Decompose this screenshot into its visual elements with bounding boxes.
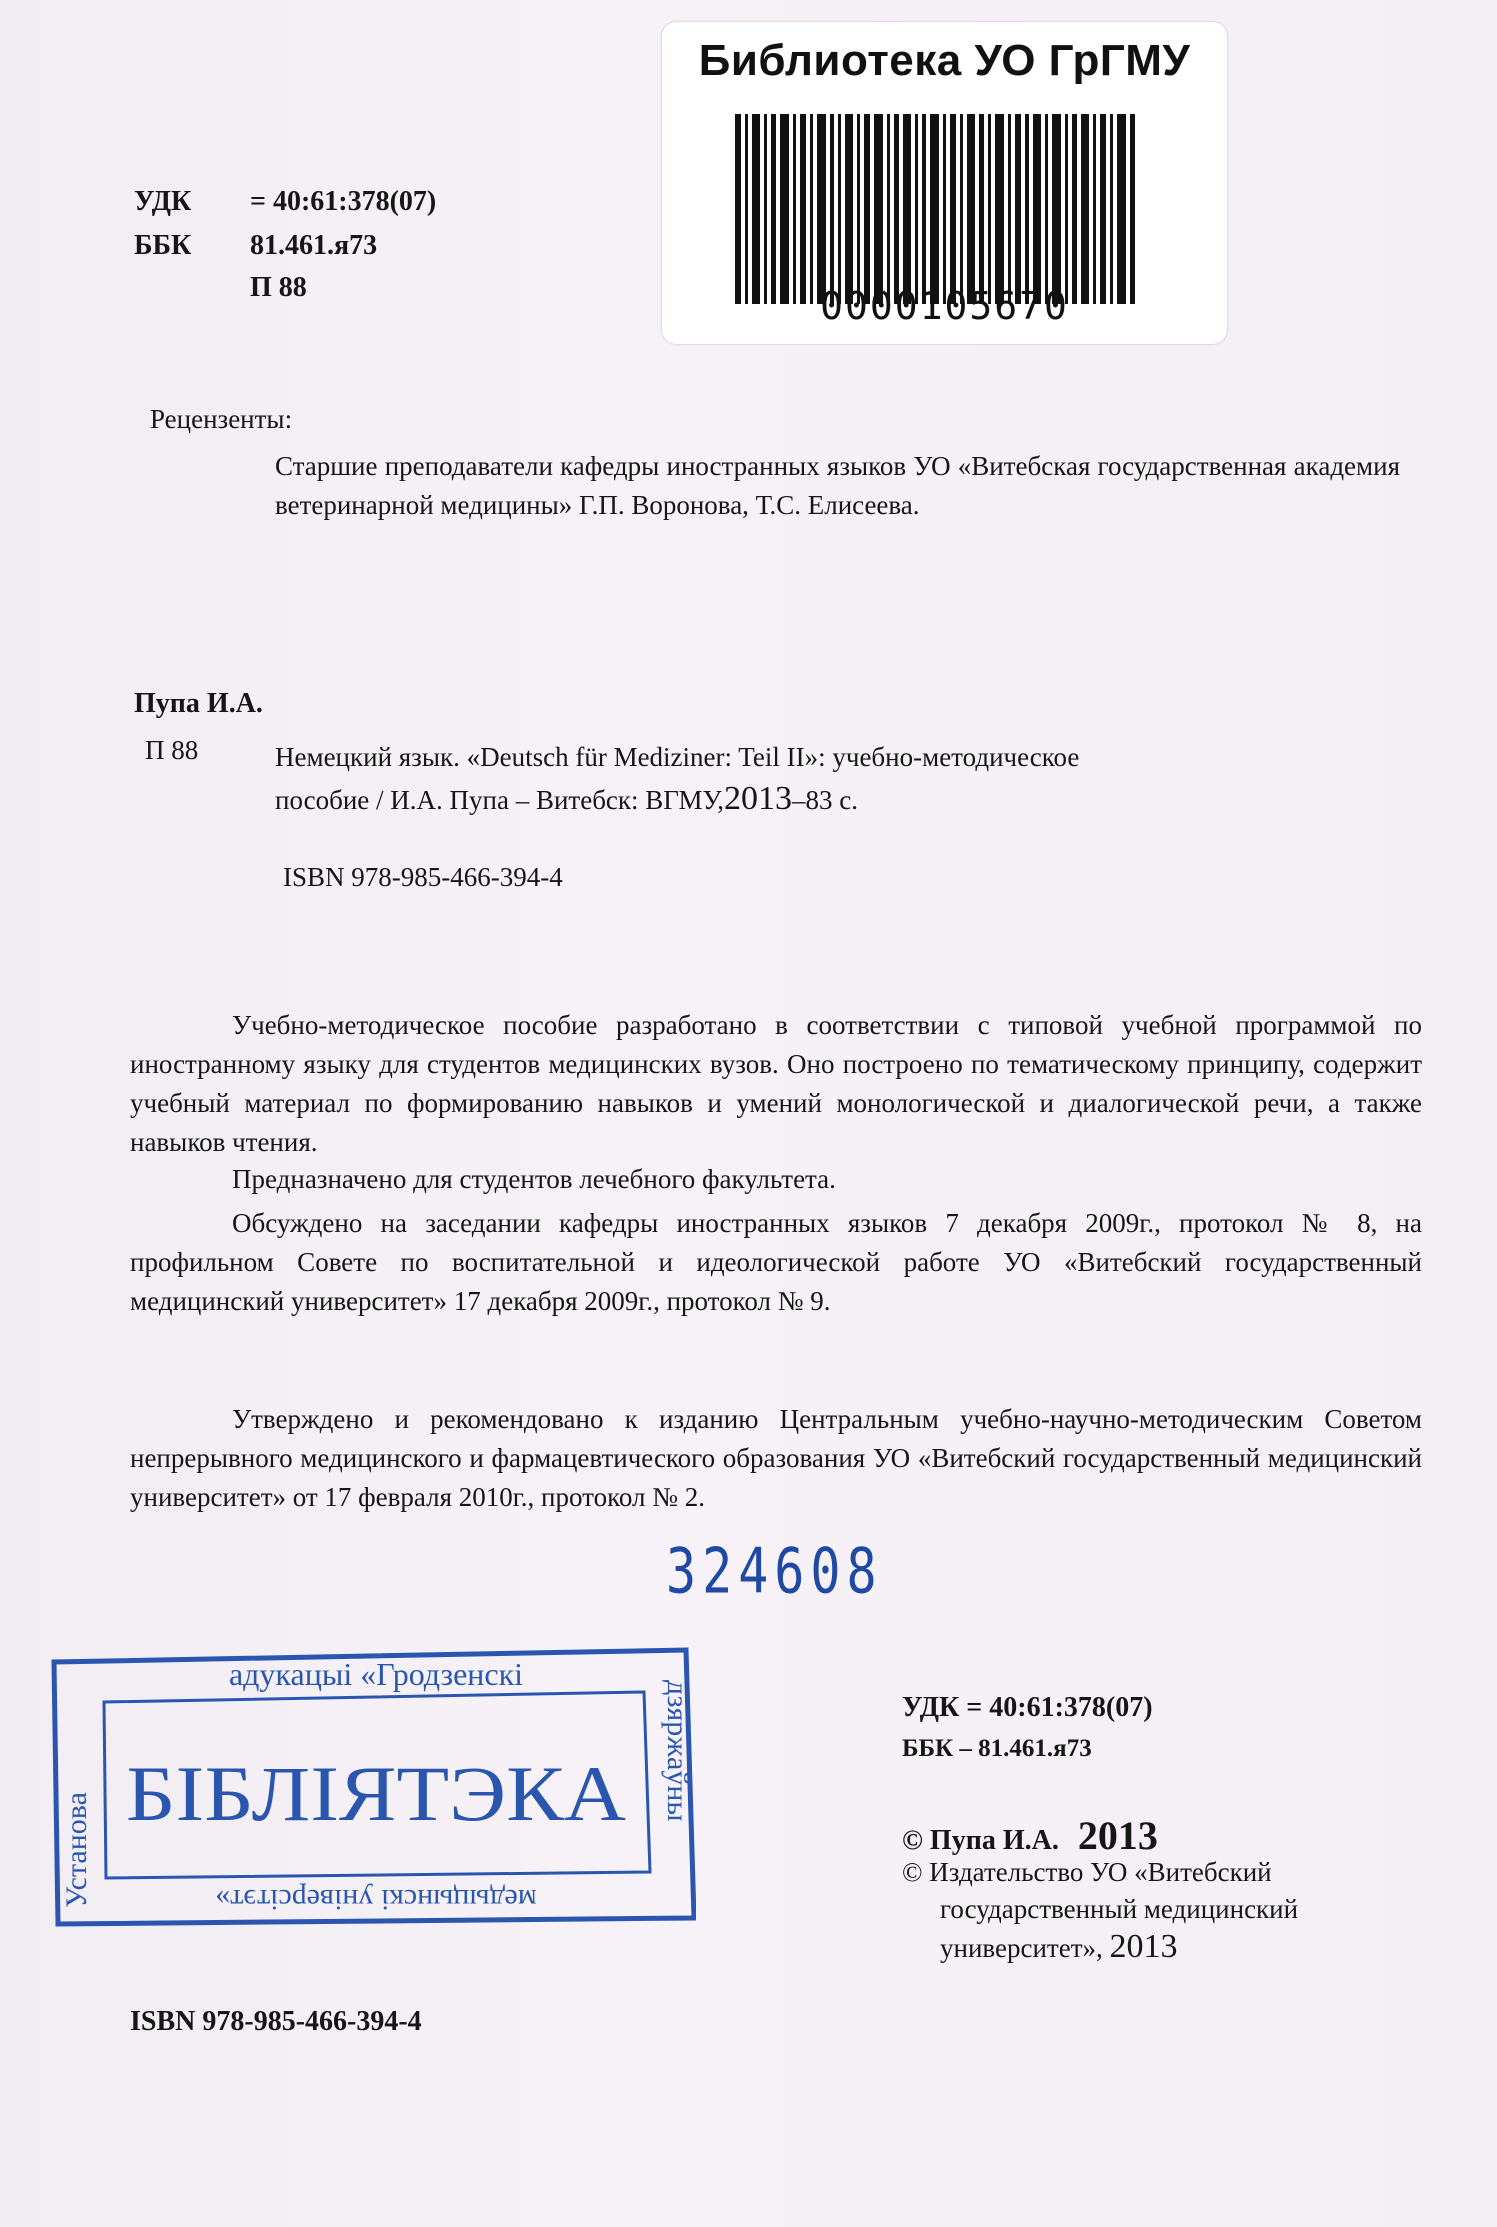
copyright-publisher-tail: университет»,	[940, 1933, 1103, 1963]
stamp-bottom-text: медыцынскі універсітэт»	[215, 1883, 537, 1916]
annotation-p2: Предназначено для студентов лечебного факультета.	[232, 1164, 836, 1194]
bib-isbn: ISBN 978-985-466-394-4	[283, 862, 563, 892]
author-mark: П 88	[250, 272, 307, 303]
annotation-p1: Учебно-методическое пособие разработано в соответствии с типовой учебной программой по иностранному языку для студентов медицинских вузов. Оно построено по тематическому принципу, содержит учебный материал по формированию навыков и умений монологической и диалогической речи, а также навыков чтения.	[130, 1010, 1422, 1157]
annotation-p4: Утверждено и рекомендовано к изданию Центральным учебно-научно-методическим Советом непрерывного медицинского и фармацевтического образования УО «Витебский государственный медицинский университет» от 17 февраля 2010г., протокол № 2.	[130, 1404, 1422, 1512]
reviewers-text: Старшие преподаватели кафедры иностранных языков УО «Витебская государственная академия ветеринарной медицины» Г.П. Воронова, Т.С. Елисеева.	[275, 451, 1400, 520]
copyright-line2: © Издательство УО «Витебский	[902, 1857, 1272, 1887]
footer-udk: УДК = 40:61:378(07)	[902, 1692, 1153, 1723]
udk-value: = 40:61:378(07)	[250, 186, 437, 217]
footer-bbk: ББК – 81.461.я73	[902, 1735, 1092, 1762]
isbn-bottom: ISBN 978-985-466-394-4	[130, 2006, 422, 2037]
copyright-line3: государственный медицинский	[940, 1894, 1299, 1924]
annotation-p3: Обсуждено на заседании кафедры иностранных языков 7 декабря 2009г., протокол № 8, на профильном Совете по воспитательной и идеологической работе УО «Витебский государственный медицинский университет» 17 декабря 2009г., протокол № 9.	[130, 1208, 1422, 1316]
inventory-number: 324608	[666, 1534, 883, 1608]
copyright-author: © Пупа И.А.	[902, 1825, 1059, 1856]
bib-year: 2013	[724, 780, 793, 817]
copyright-line1	[902, 1812, 1158, 1859]
udk-label: УДК	[134, 186, 192, 217]
stamp-right-text: дзяржаўны	[661, 1680, 694, 1822]
bbk-value: 81.461.я73	[250, 230, 378, 261]
copyright-line4	[940, 1928, 1178, 1966]
bib-title-line1: Немецкий язык. «Deutsch für Mediziner: Teil II»: учебно-методическое	[275, 742, 1080, 772]
bib-line2-start: пособие / И.А. Пупа – Витебск: ВГМУ,	[275, 785, 725, 815]
bib-line2-end: –83 с.	[792, 785, 859, 815]
copyright-year-2: 2013	[1109, 1928, 1178, 1965]
stamp-left-text: Установа	[60, 1792, 93, 1908]
bib-author: Пупа И.А.	[134, 688, 263, 719]
sticker-title: Библиотека УО ГрГМУ	[698, 36, 1191, 85]
stamp-center-text: БІБЛІЯТЭКА	[126, 1750, 626, 1837]
barcode-number: 0000105670	[820, 284, 1069, 328]
copyright-year-1: 2013	[1077, 1813, 1158, 1858]
reviewers-label: Рецензенты:	[150, 404, 293, 434]
bbk-label: ББК	[134, 230, 192, 261]
bib-mark: П 88	[145, 735, 199, 765]
library-barcode-sticker	[662, 22, 1227, 344]
stamp-top-text: адукацыі «Гродзенскі	[228, 1656, 524, 1692]
library-stamp	[46, 1640, 696, 1930]
barcode-image	[735, 114, 1135, 304]
bib-title-line2	[275, 780, 858, 818]
